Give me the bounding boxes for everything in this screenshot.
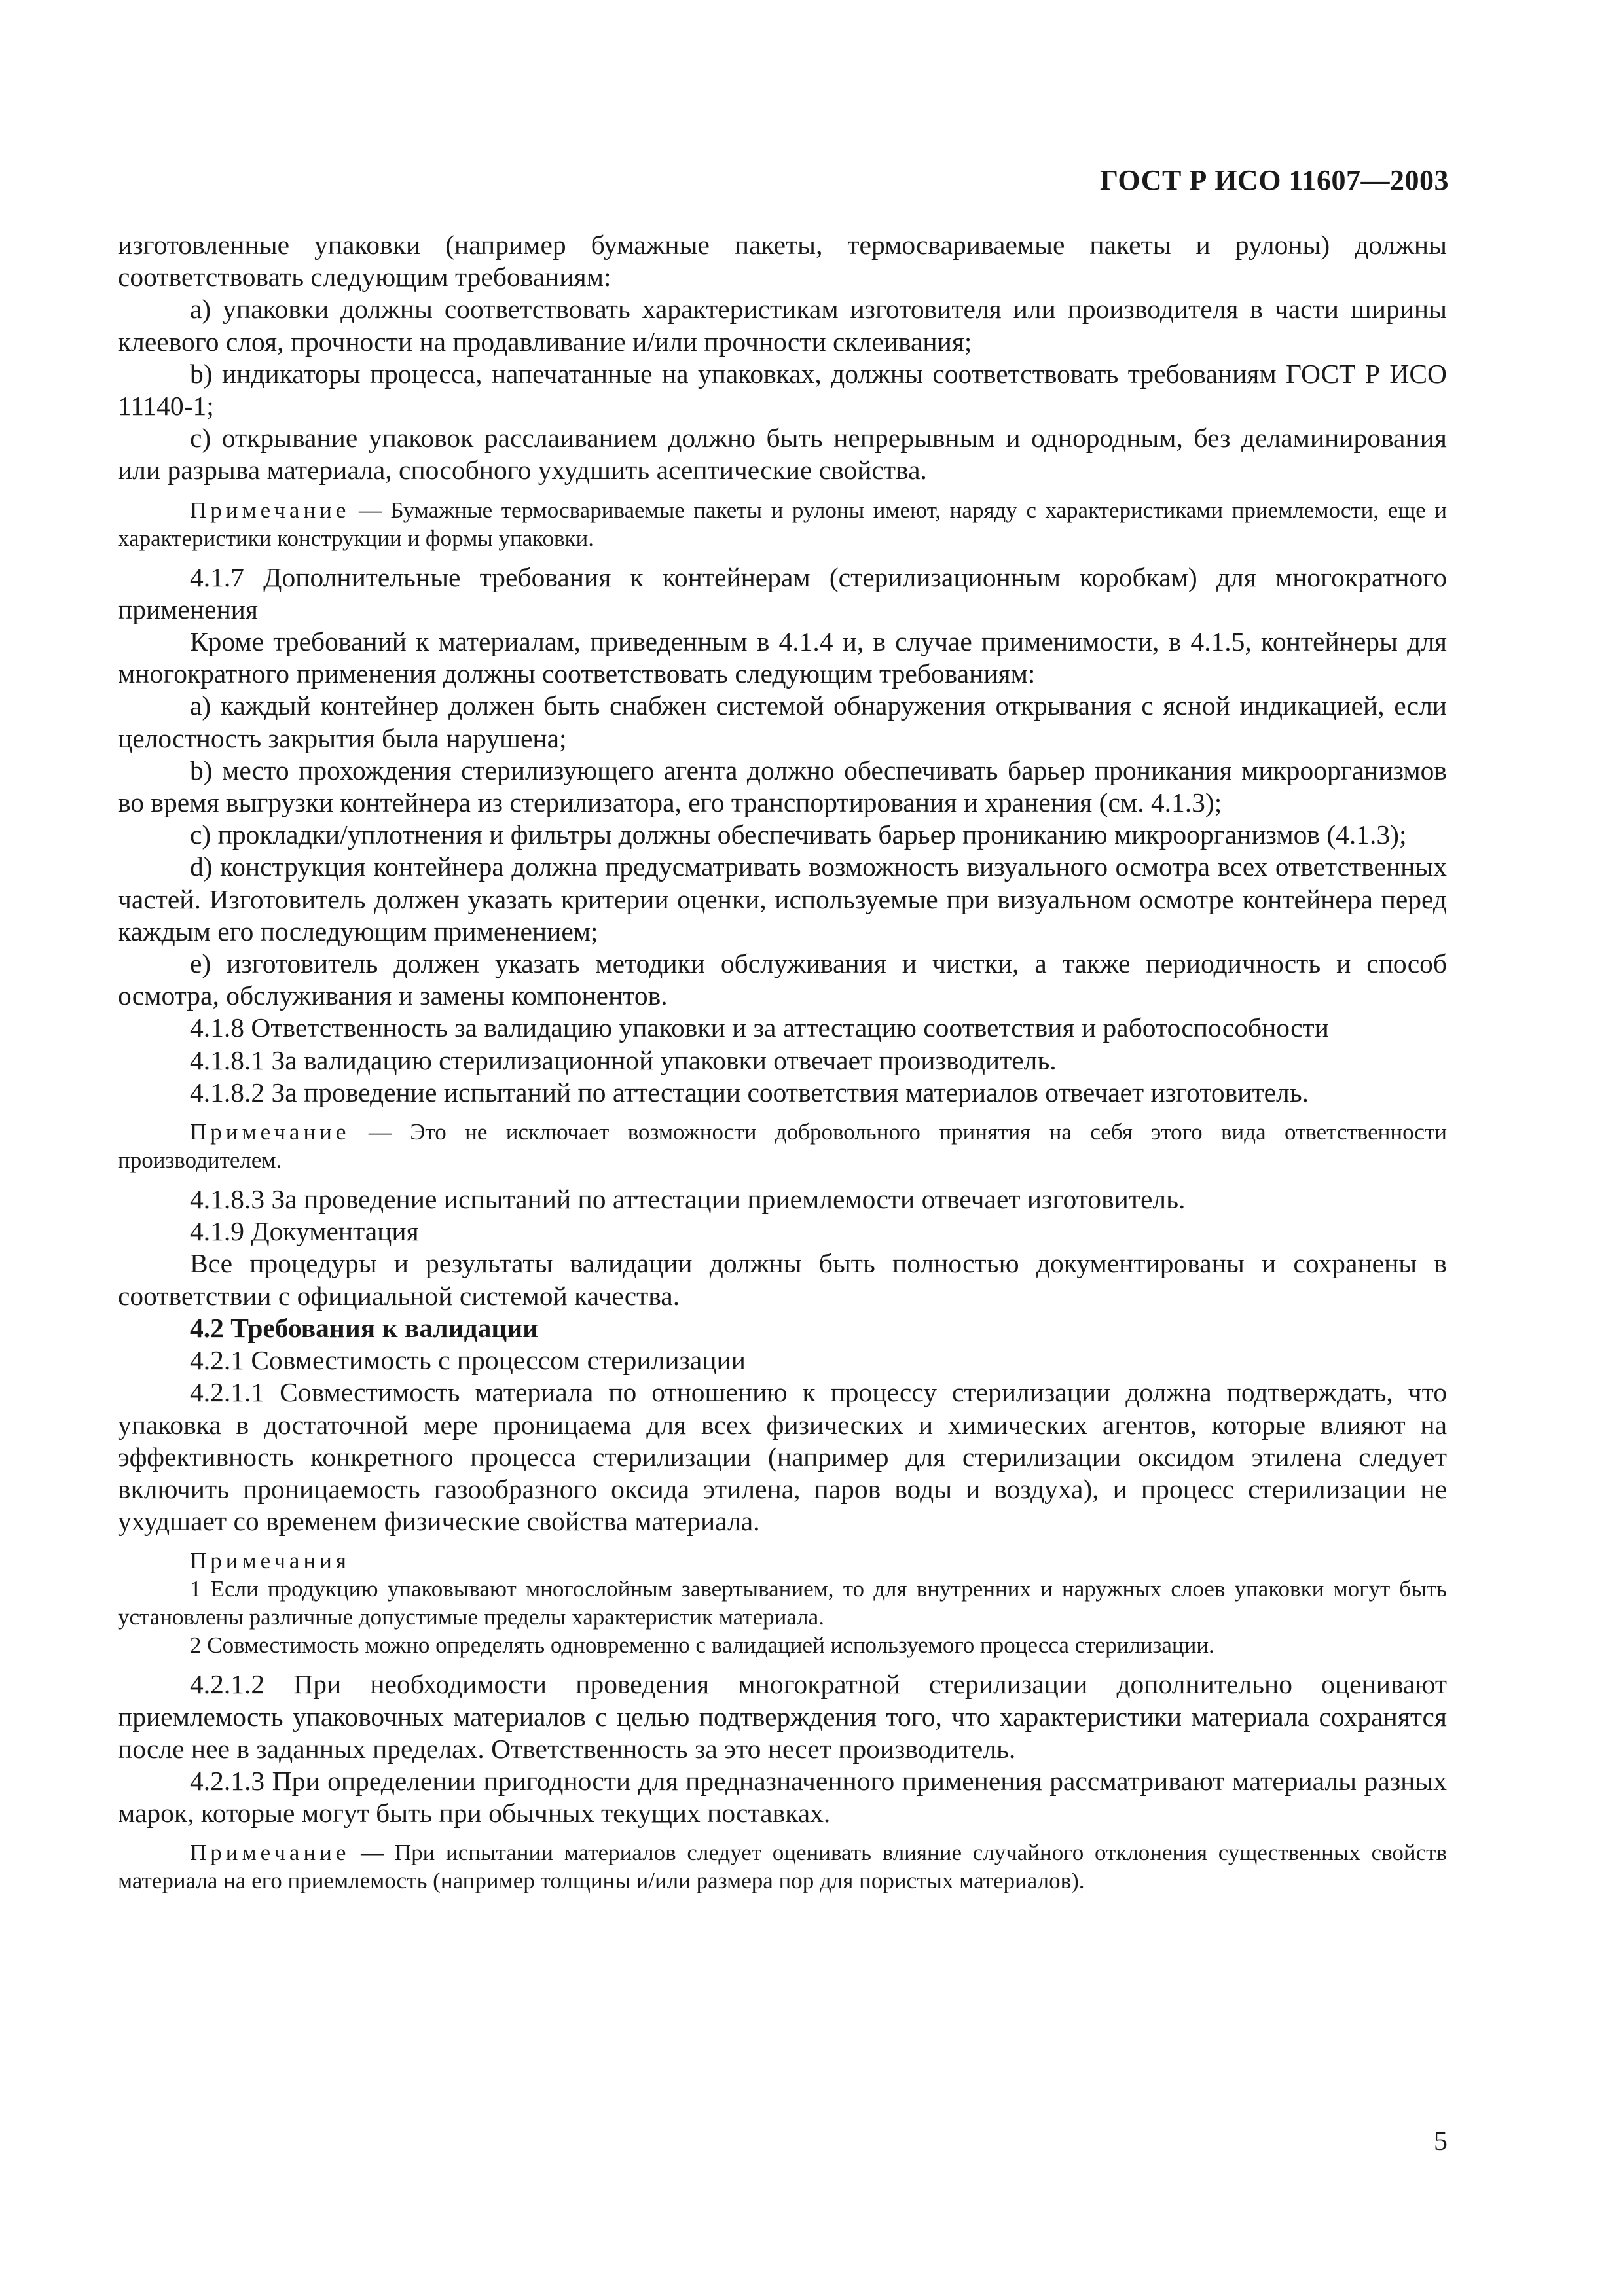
note-paragraph (118, 1118, 1447, 1174)
list-item-d: d) конструкция контейнера должна предусматривать возможность визуального осмотра всех ответственных частей. Изготовитель должен указать критерии оценки, используемые при визуальном осмотре контейнера перед каждым его последующим применением; (118, 852, 1447, 946)
list-item-b: b) место прохождения стерилизующего агента должно обеспечивать барьер проникания микроорганизмов во время выгрузки контейнера из стерилизатора, его транспортирования и хранения (см. 4.1.3); (118, 755, 1447, 818)
body-paragraph: Все процедуры и результаты валидации должны быть полностью документированы и сохранены в соответствии с официальной системой качества. (118, 1248, 1447, 1311)
notes-title (118, 1547, 1447, 1575)
clause-4-2-1-2: 4.2.1.2 При необходимости проведения многократной стерилизации дополнительно оценивают приемлемость упаковочных материалов с целью подтверждения того, что характеристики материала сохранятся после нее в заданных пределах. Ответственность за это несет производитель. (118, 1669, 1447, 1764)
clause-4-1-8-1: 4.1.8.1 За валидацию стерилизационной упаковки отвечает производитель. (190, 1045, 1057, 1075)
document-body (118, 229, 1447, 1904)
clause-4-2-1-1: 4.2.1.1 Совместимость материала по отношению к процессу стерилизации должна подтверждать, что упаковка в достаточной мере проницаема для всех физических и химических агентов, которые влияют на эффективность конкретного процесса стерилизации (например для стерилизации оксидом этилена следует включить проницаемость газообразного оксида этилена, паров воды и воздуха), и процесс стерилизации не ухудшает со временем физические свойства материала. (118, 1377, 1447, 1537)
note-label: Примечание (190, 1840, 350, 1866)
section-4-2-1-title: 4.2.1 Совместимость с процессом стерилизации (190, 1345, 746, 1376)
note-item-2: 2 Совместимость можно определять одновременно с валидацией используемого процесса стерилизации. (190, 1632, 1214, 1659)
list-item-e: e) изготовитель должен указать методики обслуживания и чистки, а также периодичность и способ осмотра, обслуживания и замены компонентов. (118, 948, 1447, 1011)
body-paragraph: изготовленные упаковки (например бумажные пакеты, термосвариваемые пакеты и рулоны) должны соответствовать следующим требованиям: (118, 230, 1447, 293)
note-text: — При испытании материалов следует оценивать влияние случайного отклонения существенных свойств материала на его приемлемость (например толщины и/или размера пор для пористых материалов). (118, 1840, 1447, 1894)
clause-4-1-8-2: 4.1.8.2 За проведение испытаний по аттестации соответствия материалов отвечает изготовитель. (190, 1077, 1309, 1107)
notes-label: Примечания (190, 1548, 351, 1574)
note-paragraph (118, 496, 1447, 552)
note-label: Примечание (190, 1119, 350, 1145)
clause-4-2-1-3: 4.2.1.3 При определении пригодности для предназначенного применения рассматривают материалы разных марок, которые могут быть при обычных текущих поставках. (118, 1765, 1447, 1829)
section-4-1-7-title: 4.1.7 Дополнительные требования к контейнерам (стерилизационным коробкам) для многократного применения (118, 562, 1447, 624)
list-item-a: a) каждый контейнер должен быть снабжен системой обнаружения открывания с ясной индикацией, если целостность закрытия была нарушена; (118, 691, 1447, 753)
note-item-1: 1 Если продукцию упаковывают многослойным завертыванием, то для внутренних и наружных слоев упаковки могут быть установлены различные допустимые пределы характеристик материала. (118, 1576, 1447, 1630)
note-text: — Это не исключает возможности добровольного принятия на себя этого вида ответственности производителем. (118, 1119, 1447, 1174)
document-header-id: ГОСТ Р ИСО 11607—2003 (1100, 164, 1449, 196)
page-number: 5 (1434, 2126, 1448, 2157)
section-4-1-9-title: 4.1.9 Документация (190, 1216, 419, 1247)
body-paragraph: Кроме требований к материалам, приведенным в 4.1.4 и, в случае применимости, в 4.1.5, контейнеры для многократного применения должны соответствовать следующим требованиям: (118, 626, 1447, 689)
list-item-c: c) открывание упаковок расслаиванием должно быть непрерывным и однородным, без деламинирования или разрыва материала, способного ухудшить асептические свойства. (118, 423, 1447, 486)
section-4-1-8-title: 4.1.8 Ответственность за валидацию упаковки и за аттестацию соответствия и работоспособности (190, 1013, 1329, 1043)
note-label: Примечание (190, 497, 350, 523)
list-item-a: a) упаковки должны соответствовать характеристикам изготовителя или производителя в части ширины клеевого слоя, прочности на продавливание и/или прочности склеивания; (118, 294, 1447, 357)
list-item-c: c) прокладки/уплотнения и фильтры должны обеспечивать барьер прониканию микроорганизмов (4.1.3); (190, 819, 1407, 850)
list-item-b: b) индикаторы процесса, напечатанные на упаковках, должны соответствовать требованиям ГОСТ Р ИСО 11140-1; (118, 358, 1447, 422)
clause-4-1-8-3: 4.1.8.3 За проведение испытаний по аттестации приемлемости отвечает изготовитель. (190, 1184, 1186, 1215)
note-text: — Бумажные термосвариваемые пакеты и рулоны имеют, наряду с характеристиками приемлемости, еще и характеристики конструкции и формы упаковки. (118, 497, 1447, 551)
note-paragraph (118, 1839, 1447, 1895)
section-4-2-heading: 4.2 Требования к валидации (190, 1312, 539, 1343)
